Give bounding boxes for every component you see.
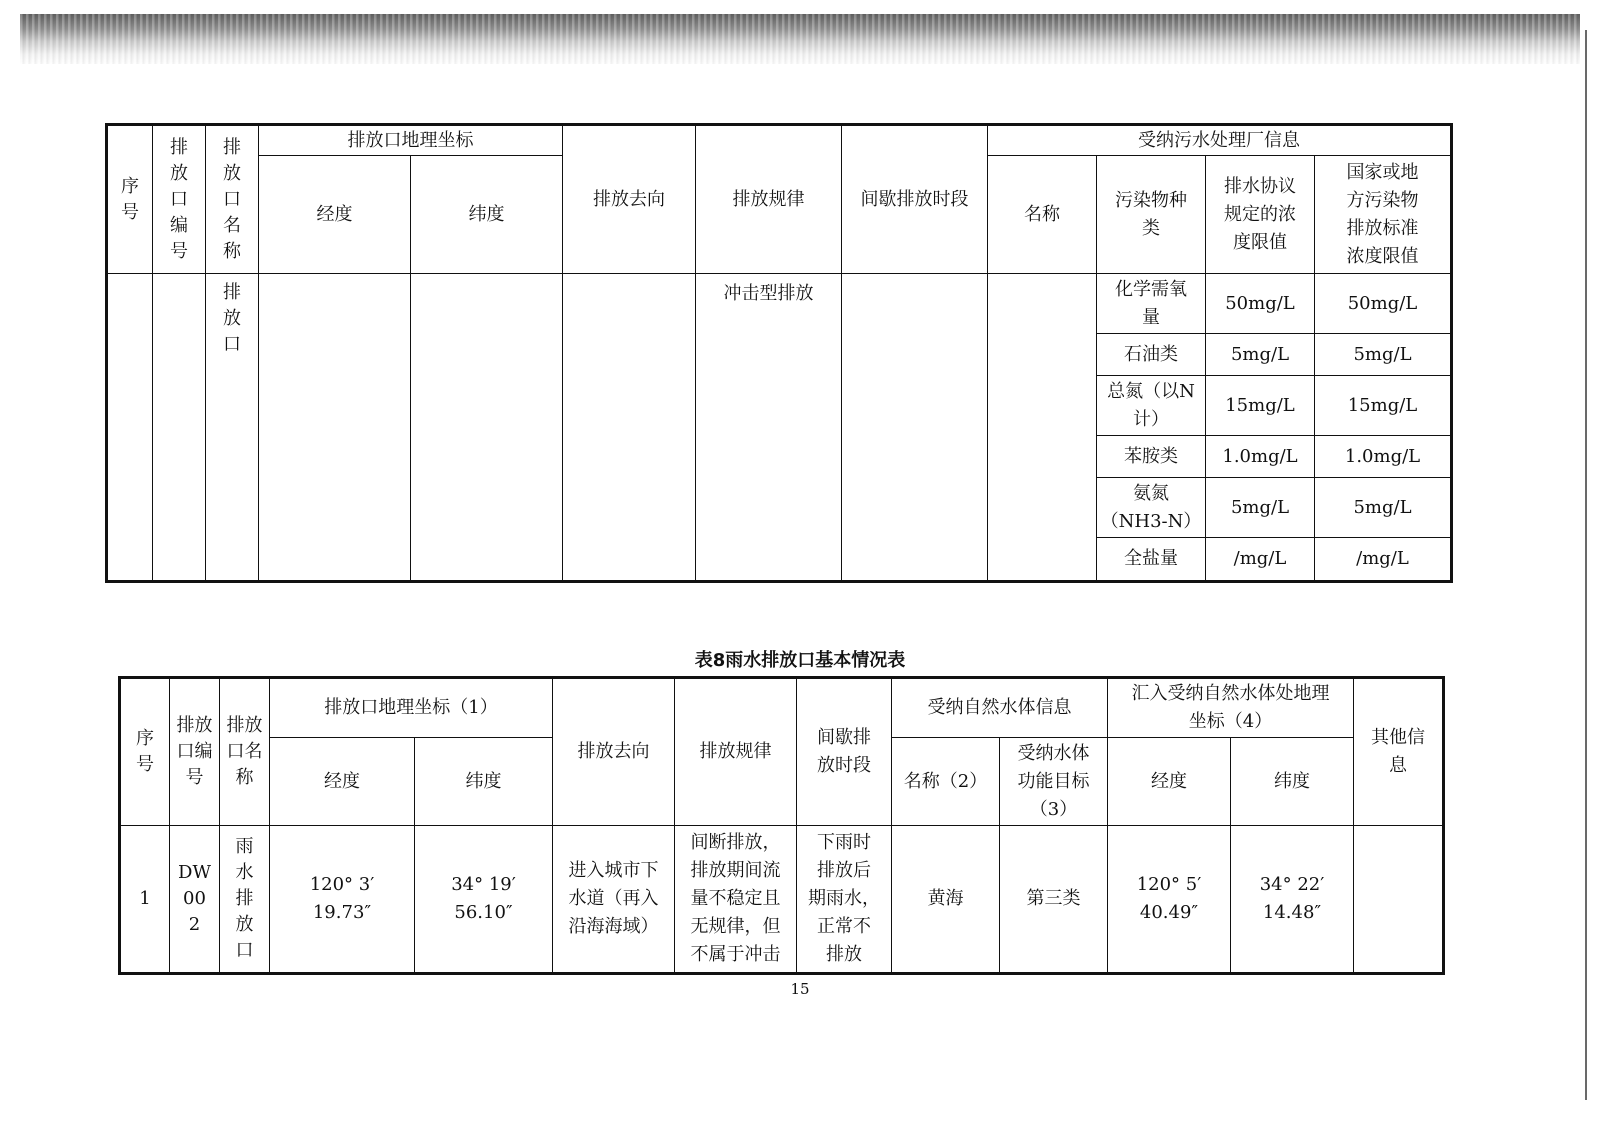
table2-caption: 表8雨水排放口基本情况表 (694, 650, 906, 671)
pollutant-agreement: 5mg/L (1206, 478, 1315, 538)
header-geo: 排放口地理坐标 (259, 125, 563, 156)
pollutant-agreement: /mg/L (1206, 538, 1315, 582)
pollutant-name: 石油类 (1097, 334, 1206, 376)
header-outlet-name: 排放 口名 称 (220, 678, 270, 826)
cell-seq: 1 (120, 826, 170, 974)
header-seq: 序 号 (107, 125, 153, 274)
cell-pattern: 冲击型排放 (696, 274, 842, 582)
header-water-name: 名称（2） (892, 738, 1000, 826)
header-lon: 经度 (270, 738, 415, 826)
header-lat: 纬度 (415, 738, 553, 826)
cell-lon: 120° 3′ 19.73″ (270, 826, 415, 974)
page-number: 15 (790, 980, 810, 998)
cell-outlet-name: 雨 水 排 放 口 (220, 826, 270, 974)
cell-pattern: 间断排放， 排放期间流 量不稳定且 无规律，但 不属于冲击 (675, 826, 797, 974)
pollutant-standard: 15mg/L (1315, 376, 1452, 436)
scan-edge-top (20, 14, 1580, 64)
cell-direction: 进入城市下 水道（再入 沿海海域） (553, 826, 675, 974)
cell-other (1354, 826, 1444, 974)
cell-lon (259, 274, 411, 582)
header-pattern: 排放规律 (675, 678, 797, 826)
pollutant-name: 总氮（以N 计） (1097, 376, 1206, 436)
wastewater-outlet-table (105, 123, 1453, 583)
pollutant-agreement: 50mg/L (1206, 274, 1315, 334)
cell-plant-name (988, 274, 1097, 582)
header-intermittent: 间歇排 放时段 (797, 678, 892, 826)
pollutant-agreement: 1.0mg/L (1206, 436, 1315, 478)
header-plant-info: 受纳污水处理厂信息 (988, 125, 1452, 156)
pollutant-standard: 1.0mg/L (1315, 436, 1452, 478)
header-pattern: 排放规律 (696, 125, 842, 274)
header-agreement: 排水协议 规定的浓 度限值 (1206, 156, 1315, 274)
scan-edge-right (1585, 30, 1587, 1100)
header-outlet-no: 排放 口编 号 (170, 678, 220, 826)
pollutant-agreement: 15mg/L (1206, 376, 1315, 436)
header-outlet-name: 排 放 口 名 称 (206, 125, 259, 274)
cell-lat: 34° 19′ 56.10″ (415, 826, 553, 974)
pollutant-name: 全盐量 (1097, 538, 1206, 582)
header-standard: 国家或地 方污染物 排放标准 浓度限值 (1315, 156, 1452, 274)
header-inflow-lat: 纬度 (1231, 738, 1354, 826)
pollutant-standard: 5mg/L (1315, 478, 1452, 538)
cell-inflow-lat: 34° 22′ 14.48″ (1231, 826, 1354, 974)
header-pollutant: 污染物种 类 (1097, 156, 1206, 274)
header-geo: 排放口地理坐标（1） (270, 678, 553, 738)
header-water-info: 受纳自然水体信息 (892, 678, 1108, 738)
header-seq: 序 号 (120, 678, 170, 826)
cell-inflow-lon: 120° 5′ 40.49″ (1108, 826, 1231, 974)
cell-outlet-no: DW 00 2 (170, 826, 220, 974)
pollutant-name: 化学需氧 量 (1097, 274, 1206, 334)
pollutant-standard: 50mg/L (1315, 274, 1452, 334)
cell-intermittent: 下雨时 排放后 期雨水， 正常不 排放 (797, 826, 892, 974)
pollutant-standard: 5mg/L (1315, 334, 1452, 376)
cell-lat (411, 274, 563, 582)
header-water-target: 受纳水体 功能目标 （3） (1000, 738, 1108, 826)
rainwater-outlet-table (118, 676, 1445, 975)
cell-water-target: 第三类 (1000, 826, 1108, 974)
pollutant-standard: /mg/L (1315, 538, 1452, 582)
header-inflow-lon: 经度 (1108, 738, 1231, 826)
cell-outlet-name: 排 放 口 (206, 274, 259, 582)
header-lon: 经度 (259, 156, 411, 274)
header-direction: 排放去向 (563, 125, 696, 274)
header-direction: 排放去向 (553, 678, 675, 826)
cell-direction (563, 274, 696, 582)
cell-water-name: 黄海 (892, 826, 1000, 974)
header-lat: 纬度 (411, 156, 563, 274)
cell-outlet-no (153, 274, 206, 582)
cell-intermittent (842, 274, 988, 582)
pollutant-name: 苯胺类 (1097, 436, 1206, 478)
header-outlet-no: 排 放 口 编 号 (153, 125, 206, 274)
pollutant-agreement: 5mg/L (1206, 334, 1315, 376)
cell-seq (107, 274, 153, 582)
header-plant-name: 名称 (988, 156, 1097, 274)
header-inflow-geo: 汇入受纳自然水体处地理 坐标（4） (1108, 678, 1354, 738)
pollutant-name: 氨氮 （NH3-N） (1097, 478, 1206, 538)
header-intermittent: 间歇排放时段 (842, 125, 988, 274)
header-other: 其他信 息 (1354, 678, 1444, 826)
